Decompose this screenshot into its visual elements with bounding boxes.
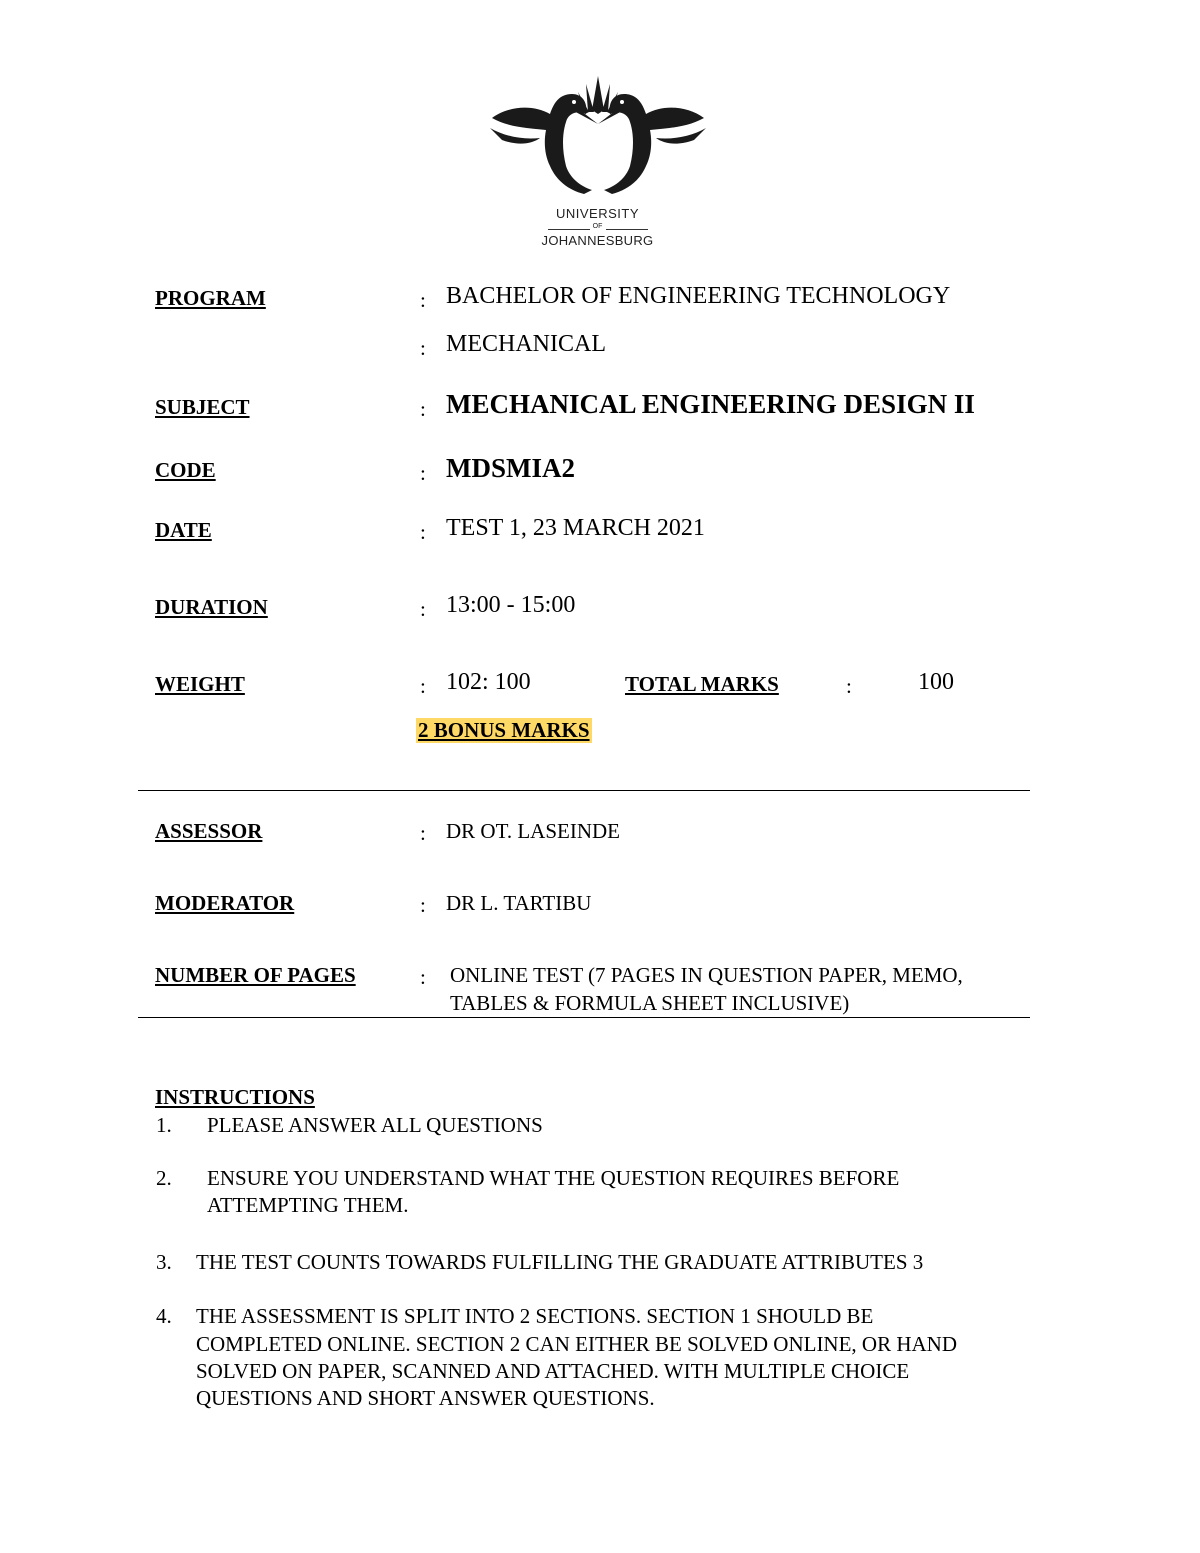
weight-label: WEIGHT [155, 672, 245, 696]
assessor-colon: : [420, 821, 426, 845]
program-colon: : [420, 288, 426, 312]
code-colon: : [420, 461, 426, 485]
subject-colon: : [420, 397, 426, 421]
total-marks-colon: : [846, 674, 852, 698]
program-value: BACHELOR OF ENGINEERING TECHNOLOGY [446, 283, 951, 309]
assessor-label: ASSESSOR [155, 819, 263, 843]
instruction-3-text: THE TEST COUNTS TOWARDS FULFILLING THE GRADUATE ATTRIBUTES 3 [196, 1250, 924, 1274]
section-divider-top [138, 790, 1030, 791]
moderator-value: DR L. TARTIBU [446, 891, 592, 915]
pages-value-line2: TABLES & FORMULA SHEET INCLUSIVE) [450, 991, 850, 1015]
program-label: PROGRAM [155, 286, 266, 310]
duration-colon: : [420, 597, 426, 621]
instruction-2-number: 2. [156, 1166, 172, 1190]
instruction-1-text: PLEASE ANSWER ALL QUESTIONS [207, 1113, 543, 1137]
instruction-4-number: 4. [156, 1304, 172, 1328]
moderator-colon: : [420, 893, 426, 917]
date-value: TEST 1, 23 MARCH 2021 [446, 515, 705, 541]
instruction-2-text-line2: ATTEMPTING THEM. [207, 1193, 409, 1217]
total-marks-label: TOTAL MARKS [625, 672, 779, 696]
instruction-4-text-line2: COMPLETED ONLINE. SECTION 2 CAN EITHER BE SOLVED ONLINE, OR HAND [196, 1332, 958, 1356]
pages-label: NUMBER OF PAGES [155, 963, 356, 987]
date-colon: : [420, 520, 426, 544]
subject-value: MECHANICAL ENGINEERING DESIGN II [446, 389, 975, 419]
instruction-2-text-line1: ENSURE YOU UNDERSTAND WHAT THE QUESTION REQUIRES BEFORE [207, 1166, 900, 1190]
logo-text-university: UNIVERSITY [555, 206, 639, 221]
assessor-value: DR OT. LASEINDE [446, 819, 621, 843]
logo-text-of: OF [592, 223, 603, 230]
program-colon-2: : [420, 336, 426, 360]
weight-value: 102: 100 [446, 669, 531, 695]
logo-text-johannesburg: JOHANNESBURG [541, 233, 654, 248]
twin-birds-emblem-icon [488, 70, 708, 198]
moderator-label: MODERATOR [155, 891, 295, 915]
instruction-4-text-line3: SOLVED ON PAPER, SCANNED AND ATTACHED. WITH MULTIPLE CHOICE [196, 1359, 910, 1383]
pages-colon: : [420, 965, 426, 989]
pages-value-line1: ONLINE TEST (7 PAGES IN QUESTION PAPER, MEMO, [450, 963, 963, 987]
instruction-4-text-line4: QUESTIONS AND SHORT ANSWER QUESTIONS. [196, 1386, 655, 1410]
section-divider-bottom [138, 1017, 1030, 1018]
total-marks-value: 100 [918, 669, 954, 695]
duration-label: DURATION [155, 595, 268, 619]
instructions-heading: INSTRUCTIONS [155, 1085, 315, 1109]
code-value: MDSMIA2 [446, 453, 575, 483]
date-label: DATE [155, 518, 212, 542]
subject-label: SUBJECT [155, 395, 250, 419]
code-label: CODE [155, 458, 216, 482]
weight-colon: : [420, 674, 426, 698]
bonus-marks-badge: 2 BONUS MARKS [418, 718, 590, 742]
logo-divider-right [606, 229, 648, 230]
duration-value: 13:00 - 15:00 [446, 592, 576, 618]
instruction-3-number: 3. [156, 1250, 172, 1274]
instruction-1-number: 1. [156, 1113, 172, 1137]
program-value-2: MECHANICAL [446, 331, 606, 357]
instruction-4-text-line1: THE ASSESSMENT IS SPLIT INTO 2 SECTIONS. SECTION 1 SHOULD BE [196, 1304, 874, 1328]
